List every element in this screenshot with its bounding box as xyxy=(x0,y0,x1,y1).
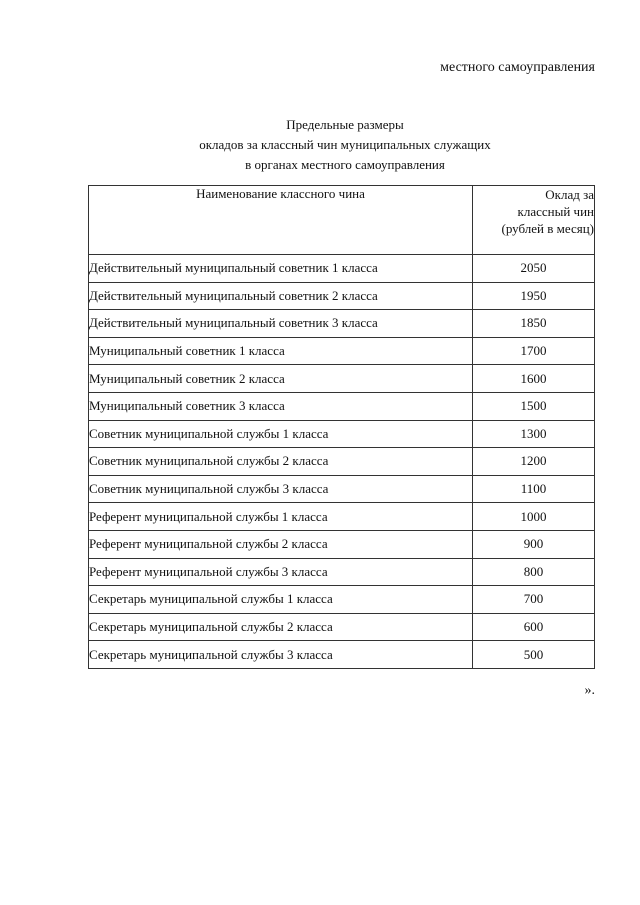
header-salary-text: Оклад за классный чин (рублей в месяц) xyxy=(501,187,594,236)
salary-value-cell: 1700 xyxy=(473,337,595,365)
salary-value-cell: 1600 xyxy=(473,365,595,393)
table-row xyxy=(89,586,595,614)
rank-name-cell: Муниципальный советник 3 класса xyxy=(89,392,473,420)
rank-name-cell: Секретарь муниципальной службы 2 класса xyxy=(89,613,473,641)
rank-name-cell: Референт муниципальной службы 1 класса xyxy=(89,503,473,531)
salary-table xyxy=(88,185,595,669)
rank-name-cell: Действительный муниципальный советник 3 класса xyxy=(89,310,473,338)
title-line-2: окладов за классный чин муниципальных служащих xyxy=(199,137,491,152)
title-line-1: Предельные размеры xyxy=(286,117,404,132)
table-row xyxy=(89,392,595,420)
table-row xyxy=(89,337,595,365)
salary-value-cell: 2050 xyxy=(473,255,595,283)
salary-value-cell: 1850 xyxy=(473,310,595,338)
salary-value-cell: 900 xyxy=(473,530,595,558)
header-salary xyxy=(473,186,595,255)
table-row xyxy=(89,530,595,558)
table-header-row xyxy=(89,186,595,255)
rank-name-cell: Референт муниципальной службы 3 класса xyxy=(89,558,473,586)
table-row xyxy=(89,448,595,476)
table-row xyxy=(89,558,595,586)
rank-name-cell: Советник муниципальной службы 1 класса xyxy=(89,420,473,448)
salary-value-cell: 1950 xyxy=(473,282,595,310)
salary-value-cell: 600 xyxy=(473,613,595,641)
rank-name-cell: Действительный муниципальный советник 1 класса xyxy=(89,255,473,283)
closing-quote: ». xyxy=(584,683,595,698)
header-right-text: местного самоуправления xyxy=(440,60,595,75)
table-row xyxy=(89,613,595,641)
rank-name-cell: Секретарь муниципальной службы 1 класса xyxy=(89,586,473,614)
rank-name-cell: Секретарь муниципальной службы 3 класса xyxy=(89,641,473,669)
table-row xyxy=(89,255,595,283)
table-row xyxy=(89,475,595,503)
rank-name-cell: Действительный муниципальный советник 2 класса xyxy=(89,282,473,310)
title-line-3: в органах местного самоуправления xyxy=(245,157,445,172)
salary-value-cell: 1100 xyxy=(473,475,595,503)
table-row xyxy=(89,310,595,338)
document-title xyxy=(0,115,640,175)
header-name: Наименование классного чина xyxy=(89,186,473,255)
salary-value-cell: 1500 xyxy=(473,392,595,420)
table-row xyxy=(89,365,595,393)
table-row xyxy=(89,282,595,310)
salary-value-cell: 1200 xyxy=(473,448,595,476)
rank-name-cell: Муниципальный советник 1 класса xyxy=(89,337,473,365)
rank-name-cell: Муниципальный советник 2 класса xyxy=(89,365,473,393)
rank-name-cell: Советник муниципальной службы 3 класса xyxy=(89,475,473,503)
table-row xyxy=(89,503,595,531)
salary-value-cell: 1300 xyxy=(473,420,595,448)
rank-name-cell: Референт муниципальной службы 2 класса xyxy=(89,530,473,558)
salary-value-cell: 700 xyxy=(473,586,595,614)
table-row xyxy=(89,420,595,448)
salary-value-cell: 800 xyxy=(473,558,595,586)
table-body xyxy=(89,255,595,669)
rank-name-cell: Советник муниципальной службы 2 класса xyxy=(89,448,473,476)
salary-value-cell: 1000 xyxy=(473,503,595,531)
salary-value-cell: 500 xyxy=(473,641,595,669)
table-row xyxy=(89,641,595,669)
